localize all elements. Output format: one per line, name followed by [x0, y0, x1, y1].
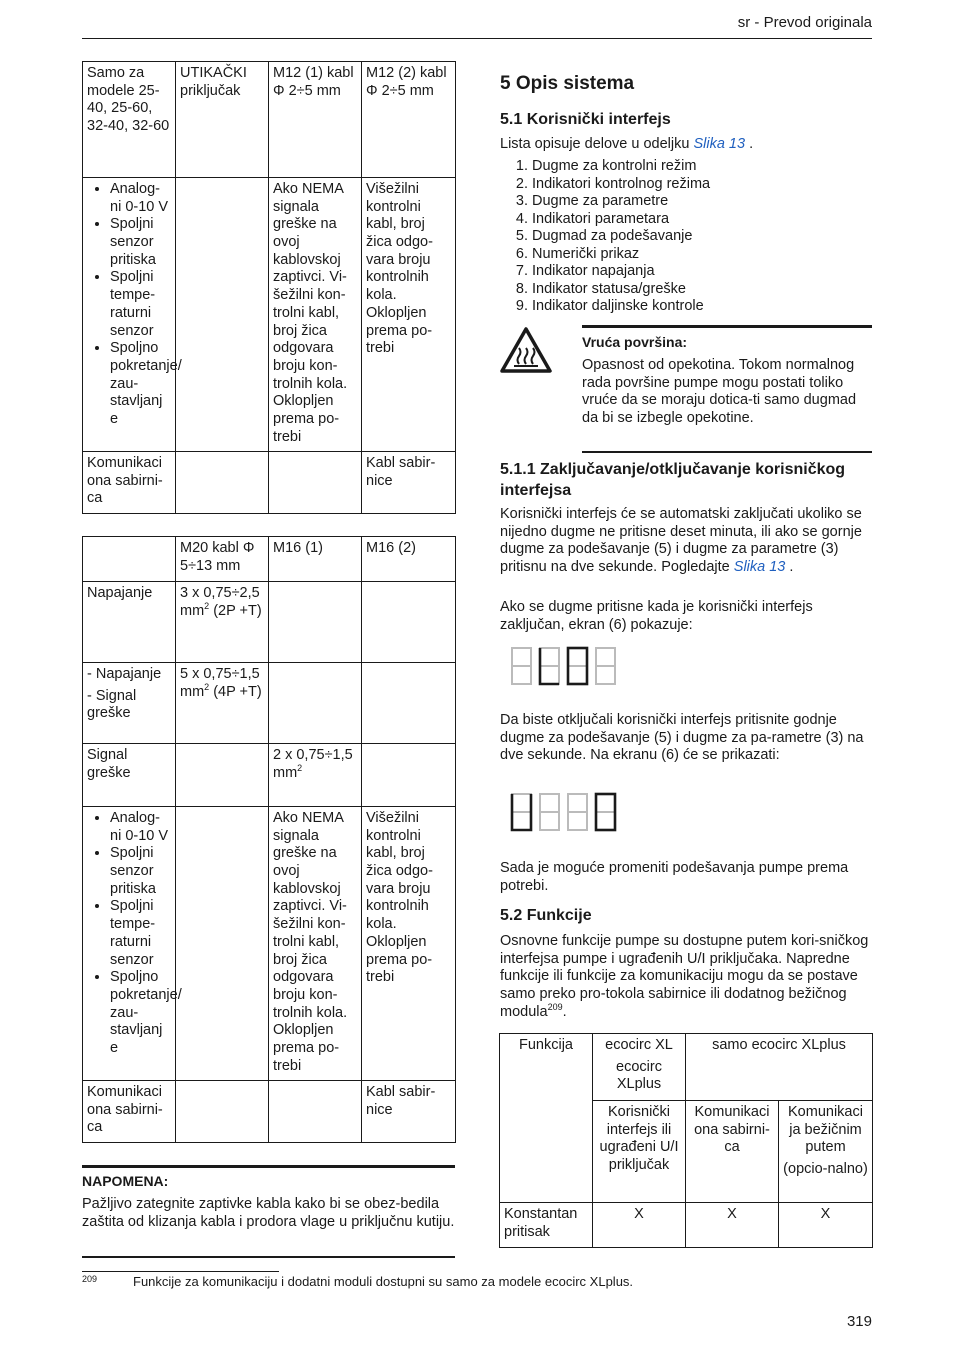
header-rule [82, 38, 872, 39]
cell-text: ecocirc XLplus [616, 1058, 662, 1093]
warning-box [582, 325, 872, 453]
list-item: 5. Dugmad za podešavanje [532, 228, 872, 246]
warning-title: Vruća površina: [582, 334, 688, 350]
table-cell: M20 kabl Φ 5÷13 mm [176, 537, 269, 582]
table-row [83, 663, 456, 744]
page-number: 319 [846, 1313, 872, 1330]
table-cell [362, 744, 456, 807]
display-locked [508, 645, 620, 687]
list-item: 6. Numerički prikaz [532, 246, 872, 264]
list-item: • Spoljni tempe-raturni senzor [110, 898, 171, 969]
paragraph [500, 506, 872, 577]
figure-link[interactable]: Slika 13 [693, 136, 746, 152]
display-text: ULOC [508, 791, 511, 792]
functions-table [499, 1033, 873, 1248]
list-item: 7. Indikator napajanja [532, 263, 872, 281]
table-cell [593, 1034, 686, 1101]
table-header-row [500, 1034, 873, 1101]
list-item: 3. Dugme za parametre [532, 193, 872, 211]
cell-text: (4P +T) [213, 683, 262, 700]
table-cell: Kabl sabir-nice [362, 1081, 456, 1143]
table-cell [269, 1081, 362, 1143]
table-row [83, 807, 456, 1081]
table-cell [362, 663, 456, 744]
text: . [785, 559, 794, 576]
table-cell [176, 663, 269, 744]
table-cell [83, 178, 182, 452]
list-item: • Spoljni senzor pritiska [110, 845, 171, 898]
table-cell: Konstantan pritisak [500, 1203, 593, 1248]
intro-paragraph [500, 136, 872, 154]
table-cell [269, 744, 362, 807]
table-row [500, 1203, 873, 1248]
list-item: • Spoljno pokretanje/ zau-stavljanj e [110, 969, 171, 1057]
table-cell: Komunikaci ona sabirni-ca [83, 1081, 176, 1143]
superscript: 2 [204, 681, 210, 692]
text: . [562, 1003, 567, 1020]
display-unlocked [508, 791, 620, 833]
table-cell [83, 807, 182, 1081]
table-cell: M12 (2) kabl Φ 2÷5 mm [362, 62, 456, 178]
superscript: 2 [204, 600, 210, 611]
list-item: 8. Indikator statusa/greške [532, 281, 872, 299]
paragraph: Da biste otključali korisnički interfejs pritisnite godnje dugme za podešavanje (5) i dugme za pa-rametre (3) na dve sekunde. Na ekranu (6) će se prikazati: [500, 712, 864, 764]
subsection-title: 5.1.1 Zaključavanje/otključavanje korisničkog interfejsa [500, 461, 846, 499]
table-cell: Signal greške [83, 744, 176, 807]
list-item: 4. Indikatori parametara [532, 211, 872, 229]
table-cell [176, 1081, 269, 1143]
hot-surface-icon [499, 326, 553, 374]
table-row [83, 744, 456, 807]
table-cell: M12 (1) kabl Φ 2÷5 mm [269, 62, 362, 178]
paragraph [500, 933, 874, 1021]
running-header: sr - Prevod originala [737, 14, 872, 31]
note-box [82, 1165, 455, 1258]
table-cell [83, 537, 176, 582]
subsection-title: 5.2 Funkcije [500, 907, 592, 924]
table-cell: Napajanje [83, 582, 176, 663]
cell-text: - Signal greške [87, 687, 137, 722]
table-cell [176, 178, 269, 452]
table-cell: M16 (1) [269, 537, 362, 582]
list-item: 2. Indikatori kontrolnog režima [532, 176, 872, 194]
text: Osnovne funkcije pumpe su dostupne putem kori-sničkog interfejsa pumpe i ugrađenih U/I priključaka. Napredne funkcije ili funkcije za komunikaciju mogu da se postave samo preko pro-tokola sabirnice ili dodatnog bežičnog modula [500, 933, 869, 1020]
figure-link[interactable]: Slika 13 [733, 559, 786, 576]
table-row [83, 178, 456, 452]
paragraph: Ako se dugme pritisne kada je korisnički interfejs zaključan, ekran (6) pokazuje: [500, 599, 813, 633]
signal-list [87, 810, 182, 1058]
paragraph: Sada je moguće promeniti podešavanja pumpe prema potrebi. [500, 860, 849, 894]
text: Lista opisuje delove u odeljku [500, 136, 694, 152]
list-item: • Spoljni tempe-raturni senzor [110, 269, 171, 340]
table-header-row [83, 62, 456, 178]
cell-text: 5 x 0,75÷1,5 mm [180, 666, 260, 700]
cell-text: ecocirc XL [605, 1037, 673, 1053]
cell-text: Komunikaci ja bežičnim putem [788, 1104, 863, 1156]
table-cell [269, 452, 362, 514]
table-cell [83, 663, 176, 744]
table-row [83, 582, 456, 663]
table-cell: X [686, 1203, 779, 1248]
warning-text: Opasnost od opekotina. Tokom normalnog rada površine pumpe mogu postati toliko vruće da se moraju dotica-ti samo dugmad da bi se izbegle opekotine. [582, 357, 857, 427]
table-cell: samo ecocirc XLplus [686, 1034, 873, 1101]
list-item: • Analog-ni 0-10 V [110, 181, 171, 216]
table-cell: Kabl sabir-nice [362, 452, 456, 514]
table-cell [269, 582, 362, 663]
text: Korisnički interfejs će se automatski zaključati ukoliko se nijedno dugme ne pritisne deset minuta, ili ako se gornje dugme za podešavanje (5) i dugme za parametre (3) pritisnu na dve sekunde. Pogledajte [500, 506, 862, 576]
table-cell [779, 1101, 873, 1203]
cell-text: (2P +T) [213, 602, 262, 619]
display-text: LOC [508, 645, 511, 646]
table-cell: Korisnički interfejs ili ugrađeni U/I priključak [593, 1101, 686, 1203]
table-cell: Ako NEMA signala greške na ovoj kablovskoj zaptivci. Vi-šežilni kon-trolni kabl, broj žica odgovara broju kon-trolnih kola. Oklopljen prema po-trebi [269, 807, 362, 1081]
list-item: 1. Dugme za kontrolni režim [532, 158, 872, 176]
cell-text: 2 x 0,75÷1,5 mm [273, 747, 353, 781]
table-cell: Višežilni kontrolni kabl, broj žica odgo-vara broju kontrolnih kola. Oklopljen prema po-trebi [362, 807, 456, 1081]
table-cell [176, 807, 269, 1081]
table-cell: UTIKAČKI priključak [176, 62, 269, 178]
table-cell: Komunikaci ona sabirni-ca [686, 1101, 779, 1203]
note-text: Pažljivo zategnite zaptivke kabla kako bi se obez-bedila zaštita od klizanja kabla i prodora vlage u priključnu kutiju. [82, 1196, 455, 1230]
table-row [83, 1081, 456, 1143]
table-row [83, 452, 456, 514]
table-cell [176, 452, 269, 514]
cell-text: - Napajanje [87, 666, 162, 682]
text: . [745, 136, 754, 152]
table-header-row [83, 537, 456, 582]
table-cell: Višežilni kontrolni kabl, broj žica odgo-vara broju kontrolnih kola. Oklopljen prema po-trebi [362, 178, 456, 452]
table-cell [176, 744, 269, 807]
signal-list [87, 181, 182, 429]
list-item: • Spoljno pokretanje/ zau-stavljanj e [110, 340, 171, 428]
list-item: 9. Indikator daljinske kontrole [532, 298, 872, 316]
table-cell [176, 582, 269, 663]
cable-table-1 [82, 61, 456, 514]
footnote-ref[interactable]: 209 [547, 1001, 563, 1012]
footnote-number: 209 [82, 1274, 98, 1284]
table-cell: Funkcija [500, 1034, 593, 1203]
superscript: 2 [297, 762, 303, 773]
parts-list [500, 158, 872, 316]
table-cell: X [779, 1203, 873, 1248]
table-cell [362, 582, 456, 663]
cell-text: 3 x 0,75÷2,5 mm [180, 585, 260, 619]
table-cell: Samo za modele 25-40, 25-60, 32-40, 32-60 [83, 62, 176, 178]
cell-text: (opcio-nalno) [783, 1161, 868, 1178]
table-cell: M16 (2) [362, 537, 456, 582]
section-title: 5 Opis sistema [500, 73, 635, 94]
table-cell: X [593, 1203, 686, 1248]
list-item: • Spoljni senzor pritiska [110, 216, 171, 269]
table-cell: Komunikaci ona sabirni-ca [83, 452, 176, 514]
note-title: NAPOMENA: [82, 1173, 169, 1189]
subsection-title: 5.1 Korisnički interfejs [500, 111, 671, 128]
table-cell [269, 663, 362, 744]
list-item: • Analog-ni 0-10 V [110, 810, 171, 845]
cable-table-2 [82, 536, 456, 1143]
table-cell: Ako NEMA signala greške na ovoj kablovskoj zaptivci. Vi-šežilni kon-trolni kabl, broj žica odgovara broju kon-trolnih kola. Oklopljen prema po-trebi [269, 178, 362, 452]
footnote-text: Funkcije za komunikaciju i dodatni moduli dostupni su samo za modele ecocirc XLplus. [133, 1274, 634, 1289]
footnote-rule [82, 1271, 279, 1272]
